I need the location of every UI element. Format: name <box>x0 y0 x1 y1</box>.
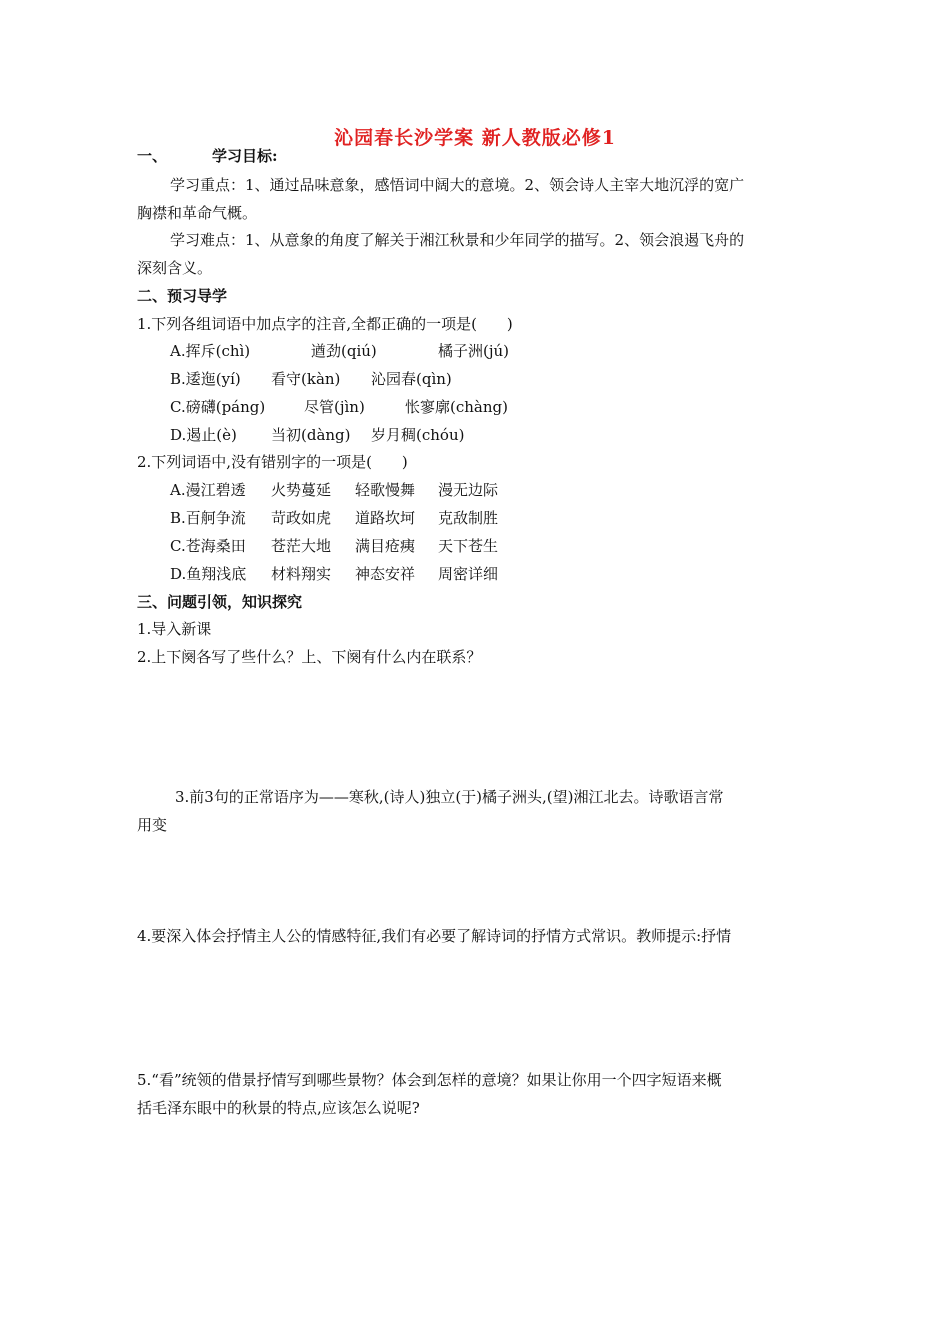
section-3-heading: 三、问题引领，知识探究 <box>137 593 303 611</box>
q1-option-b-2: 看守(kàn) <box>271 370 341 388</box>
q2-option-c-2: 苍茫大地 <box>271 537 332 555</box>
q2-option-d-2: 材料翔实 <box>271 565 332 583</box>
q2-option-d-1: D.鱼翔浅底 <box>170 565 247 583</box>
s3-question-1: 1.导入新课 <box>137 620 212 638</box>
q2-option-c-3: 满目疮痍 <box>355 537 416 555</box>
s3-question-4: 4.要深入体会抒情主人公的情感特征,我们有必要了解诗词的抒情方式常识。教师提示:抒情 <box>137 927 732 945</box>
difficulty-line-1: 学习难点：1、从意象的角度了解关于湘江秋景和少年同学的描写。2、领会浪遏飞舟的 <box>170 231 745 249</box>
q2-option-a-3: 轻歌慢舞 <box>355 481 416 499</box>
document-title: 沁园春长沙学案 新人教版必修1 <box>334 127 616 149</box>
q2-option-b-4: 克敌制胜 <box>438 509 499 527</box>
q1-option-a-1: A.挥斥(chì) <box>170 342 251 360</box>
difficulty-line-2: 深刻含义。 <box>137 259 213 277</box>
s3-question-2: 2.上下阕各写了些什么？上、下阕有什么内在联系？ <box>137 648 482 666</box>
q2-option-d-4: 周密详细 <box>438 565 499 583</box>
focus-line-1: 学习重点：1、通过品味意象，感悟词中阔大的意境。2、领会诗人主宰大地沉浮的宽广 <box>170 176 745 194</box>
section-2-heading: 二、预习导学 <box>137 287 228 305</box>
q1-option-c-3: 怅寥廓(chàng) <box>405 398 508 416</box>
s3-question-3-line-1: 3.前3句的正常语序为——寒秋,(诗人)独立(于)橘子洲头,(望)湘江北去。诗歌语言常 <box>175 788 724 806</box>
q2-option-d-3: 神态安祥 <box>355 565 416 583</box>
s3-question-5-line-1: 5.“看”统领的借景抒情写到哪些景物？体会到怎样的意境？如果让你用一个四字短语来概 <box>137 1071 722 1089</box>
q1-option-d-3: 岁月稠(chóu) <box>371 426 465 444</box>
q2-option-a-2: 火势蔓延 <box>271 481 332 499</box>
focus-line-2: 胸襟和革命气概。 <box>137 204 258 222</box>
q1-option-c-1: C.磅礴(páng) <box>170 398 266 416</box>
q1-option-a-2: 遒劲(qiú) <box>311 342 377 360</box>
q1-option-b-3: 沁园春(qìn) <box>371 370 452 388</box>
s3-question-3-line-2: 用变 <box>137 816 168 834</box>
q2-option-a-4: 漫无边际 <box>438 481 499 499</box>
section-1-heading: 学习目标: <box>212 147 278 165</box>
q1-option-b-1: B.逶迤(yí) <box>170 370 241 388</box>
q1-option-c-2: 尽管(jìn) <box>304 398 365 416</box>
section-1-number: 一、 <box>137 147 168 165</box>
q1-option-a-3: 橘子洲(jú) <box>438 342 510 360</box>
q2-option-b-2: 苛政如虎 <box>271 509 332 527</box>
q1-option-d-2: 当初(dàng) <box>271 426 351 444</box>
question-2-stem: 2.下列词语中,没有错别字的一项是( ) <box>137 453 408 471</box>
question-1-stem: 1.下列各组词语中加点字的注音,全都正确的一项是( ) <box>137 315 513 333</box>
s3-question-5-line-2: 括毛泽东眼中的秋景的特点,应该怎么说呢? <box>137 1099 420 1117</box>
q1-option-d-1: D.遏止(è) <box>170 426 237 444</box>
q2-option-b-1: B.百舸争流 <box>170 509 246 527</box>
q2-option-a-1: A.漫江碧透 <box>170 481 246 499</box>
q2-option-c-1: C.苍海桑田 <box>170 537 246 555</box>
q2-option-b-3: 道路坎坷 <box>355 509 416 527</box>
q2-option-c-4: 天下苍生 <box>438 537 499 555</box>
